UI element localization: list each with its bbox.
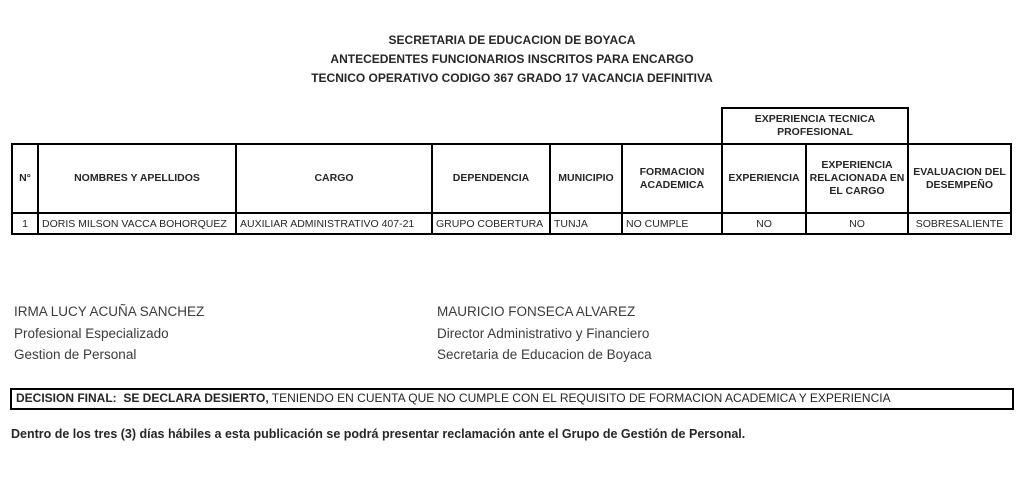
signer-unit: Gestion de Personal [14,347,137,362]
title-line-2: ANTECEDENTES FUNCIONARIOS INSCRITOS PARA ENCARGO [330,52,694,66]
col-header-municipio: MUNICIPIO [550,144,622,213]
signature-block-right [437,301,652,366]
signature-block-left [14,301,204,366]
signer-name: IRMA LUCY ACUÑA SANCHEZ [14,304,205,319]
table-row [12,213,1011,234]
decision-text: TENIENDO EN CUENTA QUE NO CUMPLE CON EL REQUISITO DE FORMACION ACADEMICA Y EXPERIENCIA [268,391,891,405]
title-line-3: TECNICO OPERATIVO CODIGO 367 GRADO 17 VACANCIA DEFINITIVA [311,71,713,85]
cell-experiencia-relacionada: NO [806,213,908,234]
cell-formacion: NO CUMPLE [622,213,722,234]
signer-role: Profesional Especializado [14,325,169,341]
col-header-nombres: NOMBRES Y APELLIDOS [38,144,236,213]
col-header-experiencia-relacionada: EXPERIENCIA RELACIONADA EN EL CARGO [806,144,908,213]
final-decision-bar [10,388,1014,410]
signer-role: Director Administrativo y Financiero [437,325,650,341]
signer-name: MAURICIO FONSECA ALVAREZ [437,304,636,319]
document-title [0,31,1024,88]
cell-dependencia: GRUPO COBERTURA [432,213,550,234]
cell-cargo: AUXILIAR ADMINISTRATIVO 407-21 [236,213,432,234]
cell-evaluacion: SOBRESALIENTE [908,213,1011,234]
col-header-cargo: CARGO [236,144,432,213]
col-header-formacion-academica: FORMACION ACADEMICA [622,144,722,213]
candidates-table [11,107,1012,235]
signer-unit: Secretaria de Educacion de Boyaca [437,347,652,362]
decision-label: DECISION FINAL: SE DECLARA DESIERTO, [16,391,269,405]
cell-num: 1 [12,213,38,234]
col-header-num: N° [12,144,38,213]
title-line-1: SECRETARIA DE EDUCACION DE BOYACA [388,33,636,47]
spacer-cell [908,108,1011,144]
group-header-experiencia-tecnica: EXPERIENCIA TECNICA PROFESIONAL [722,108,908,144]
cell-municipio: TUNJA [550,213,622,234]
cell-experiencia: NO [722,213,806,234]
col-header-dependencia: DEPENDENCIA [432,144,550,213]
spacer-cell [12,108,722,144]
cell-nombres: DORIS MILSON VACCA BOHORQUEZ [38,213,236,234]
col-header-experiencia: EXPERIENCIA [722,144,806,213]
col-header-evaluacion: EVALUACION DEL DESEMPEÑO [908,144,1011,213]
reclamation-note: Dentro de los tres (3) días hábiles a esta publicación se podrá presentar reclamación ante el Grupo de Gestión de Personal. [11,427,746,441]
